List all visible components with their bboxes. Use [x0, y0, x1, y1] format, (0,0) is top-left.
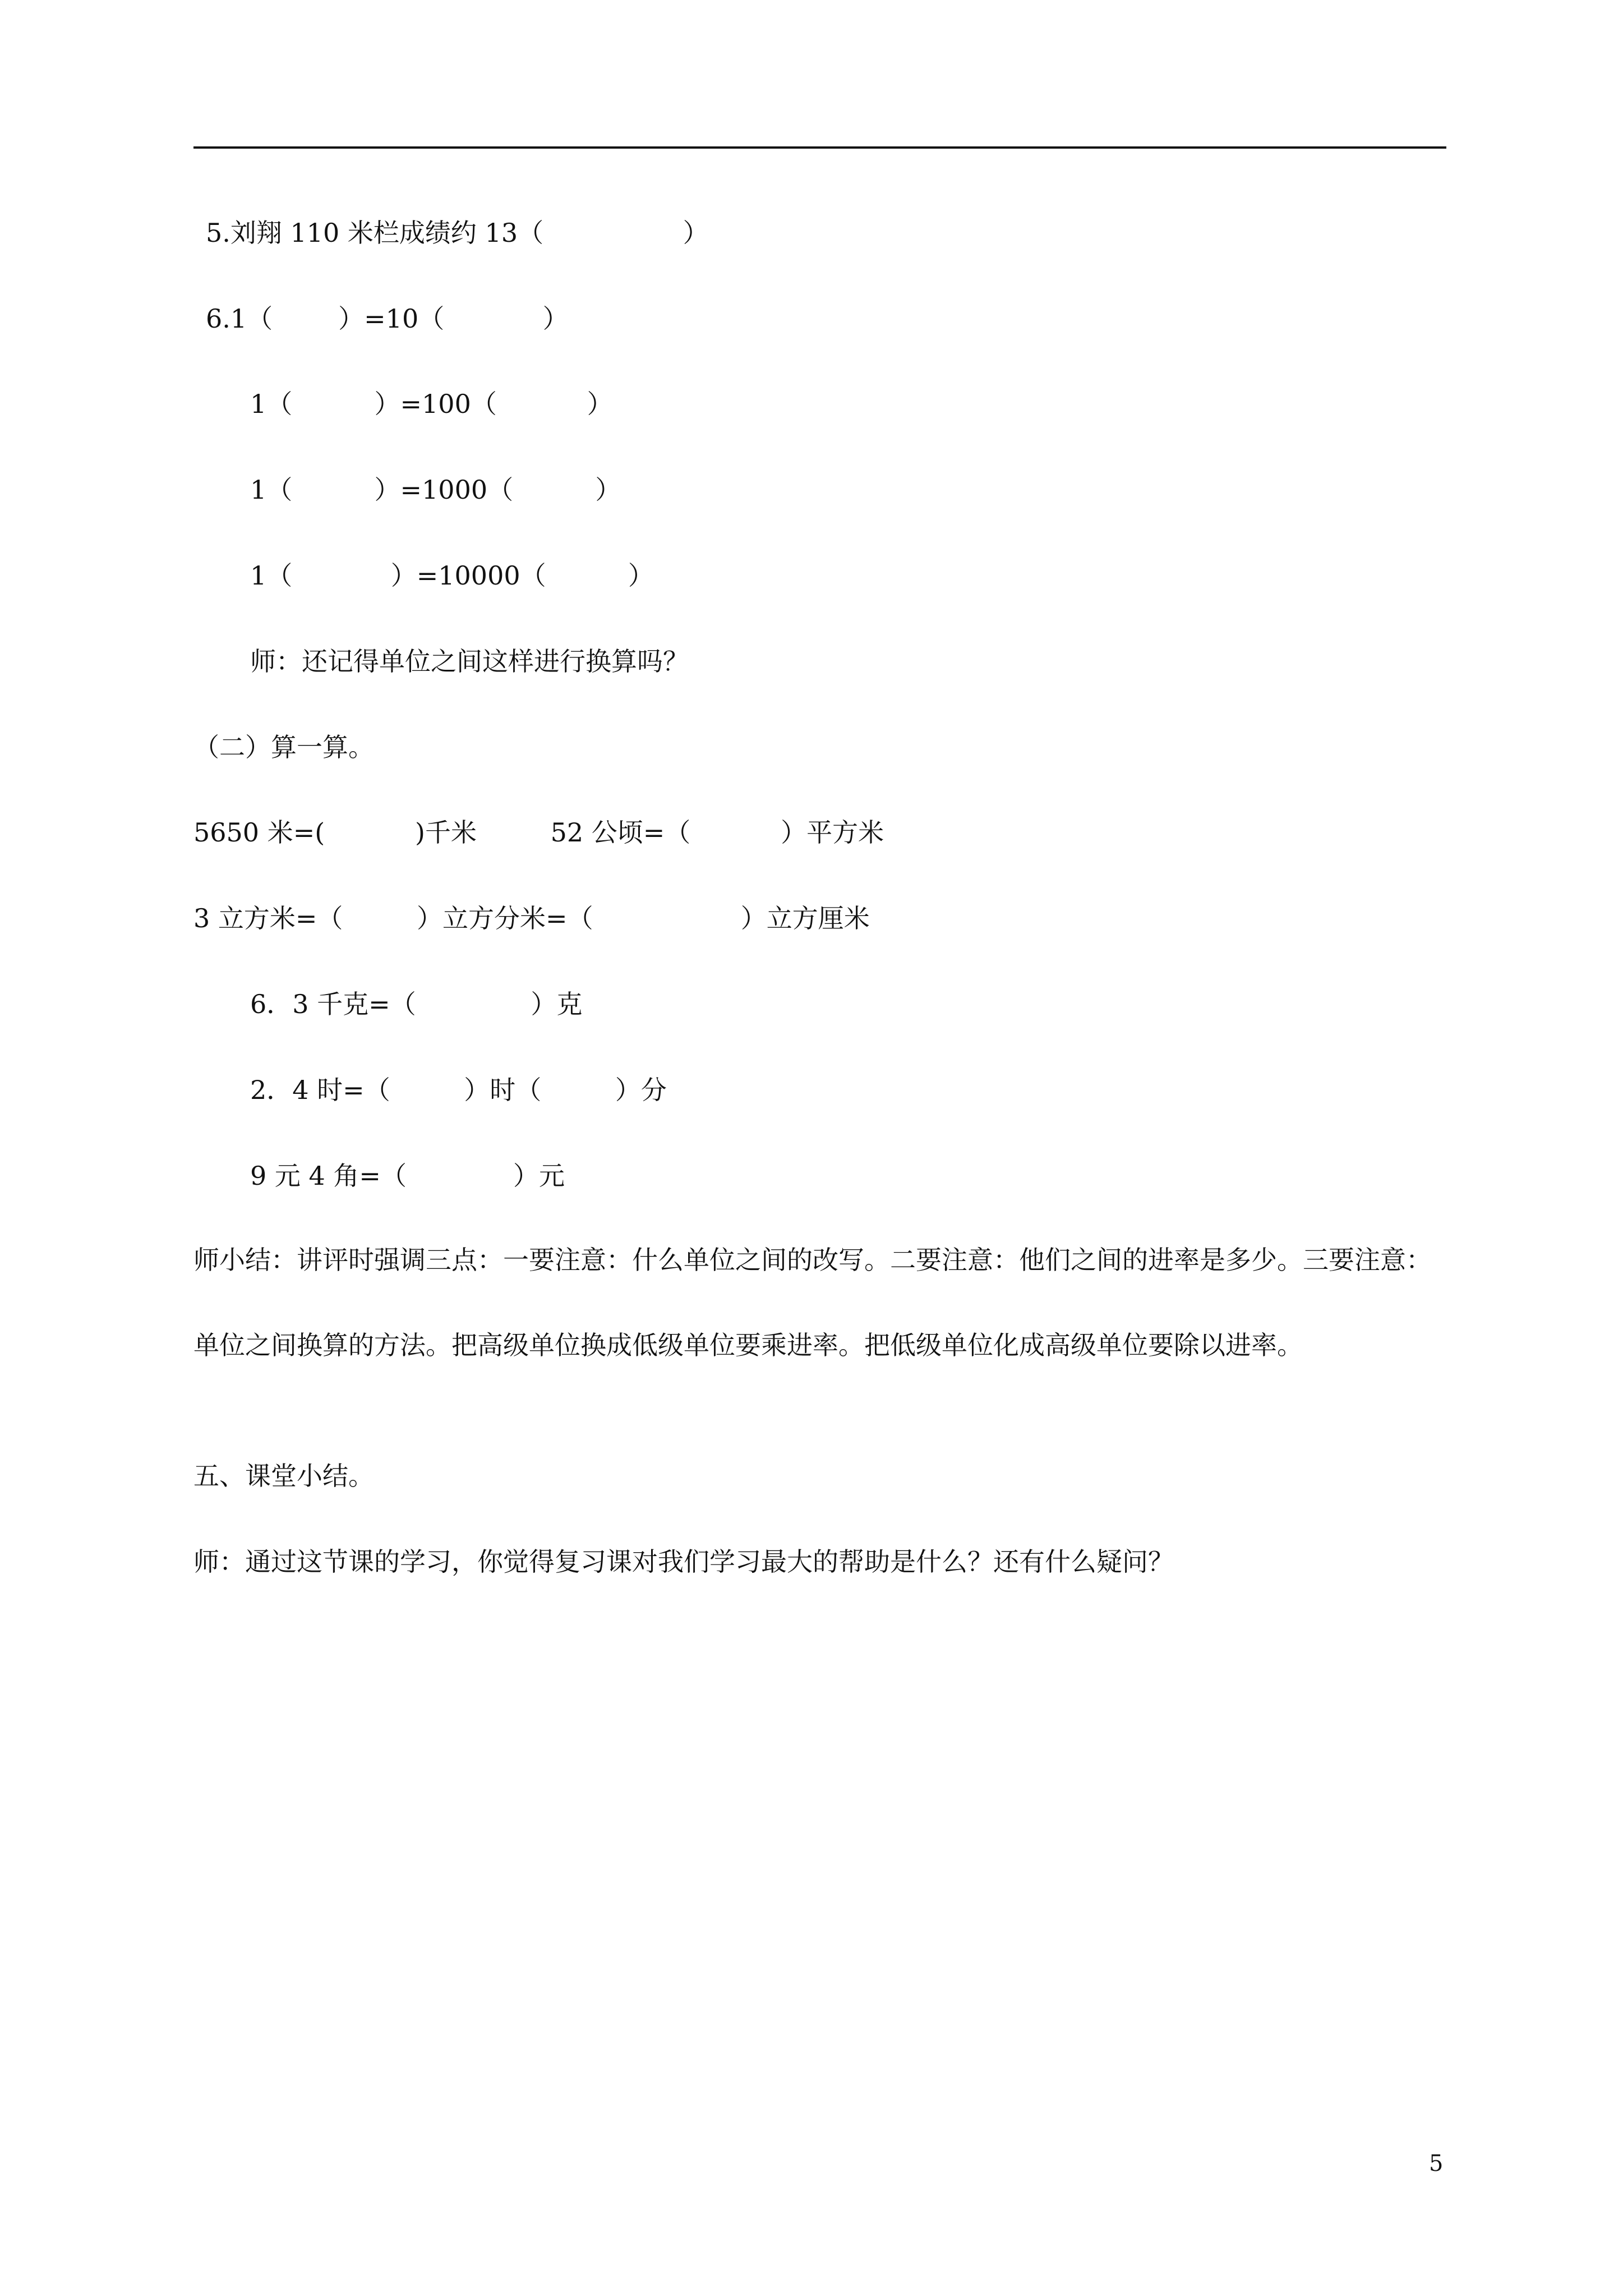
line-item-5: 5.刘翔 110 米栏成绩约 13（ ）	[206, 218, 709, 248]
exercise-line-2: 3 立方米=（ ）立方分米=（ ）立方厘米	[193, 903, 870, 933]
page-number: 5	[1429, 2151, 1444, 2177]
header-rule	[193, 146, 1446, 149]
exercise-line-3: 6．3 千克=（ ）克	[250, 989, 583, 1019]
line-item-6-c: 1（ ）=1000（ ）	[250, 475, 621, 505]
teacher-summary: 师小结：讲评时强调三点：一要注意：什么单位之间的改写。二要注意：他们之间的进率是多少。三要注意：单位之间换算的方法。把高级单位换成低级单位要乘进率。把低级单位化成高级单位要除以进率。	[193, 1245, 1432, 1360]
section-heading-calc: （二）算一算。	[193, 732, 374, 762]
teacher-closing: 师：通过这节课的学习，你觉得复习课对我们学习最大的帮助是什么？还有什么疑问？	[193, 1547, 1174, 1577]
line-item-6-b: 1（ ）=100（ ）	[250, 389, 613, 419]
exercise-line-4: 2．4 时=（ ）时（ ）分	[250, 1075, 667, 1105]
line-item-6: 6.1（ ）=10（ ）	[206, 303, 569, 334]
section-heading-summary: 五、课堂小结。	[193, 1461, 374, 1491]
exercise-line-5: 9 元 4 角=（ ）元	[250, 1161, 565, 1191]
exercise-line-1: 5650 米=( )千米 52 公顷=（ ）平方米	[193, 817, 884, 848]
teacher-question: 师：还记得单位之间这样进行换算吗？	[250, 646, 689, 677]
line-item-6-d: 1（ ）=10000（ ）	[250, 560, 654, 591]
